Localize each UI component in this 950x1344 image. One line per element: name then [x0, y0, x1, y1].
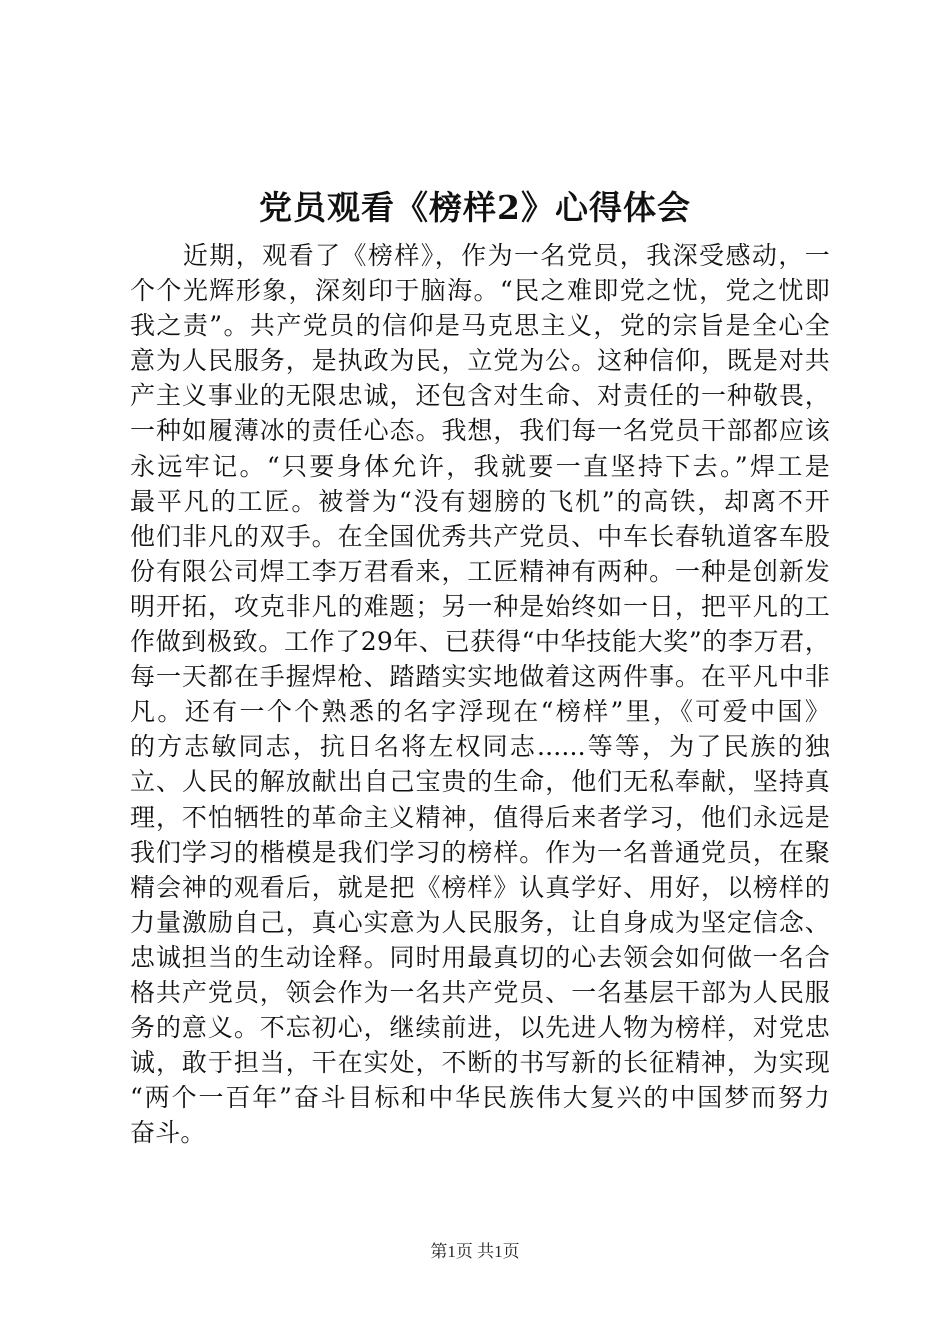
paragraph-line: 的方志敏同志，抗日名将左权同志......等等，为了民族的独: [130, 732, 830, 762]
paragraph-line: 忠诚担当的生动诠释。同时用最真切的心去领会如何做一名合: [130, 942, 830, 972]
paragraph-line: 格共产党员，领会作为一名共产党员、一名基层干部为人民服: [130, 977, 830, 1007]
paragraph-line: 意为人民服务，是执政为民，立党为公。这种信仰，既是对共: [130, 346, 830, 376]
paragraph-line: 诚，敢于担当，干在实处，不断的书写新的长征精神，为实现: [130, 1048, 830, 1078]
paragraph-line: 精会神的观看后，就是把《榜样》认真学好、用好，以榜样的: [130, 872, 830, 902]
document-title: 党员观看《榜样2》心得体会: [259, 188, 691, 227]
paragraph-line: 理，不怕牺牲的革命主义精神，值得后来者学习，他们永远是: [130, 802, 830, 832]
paragraph-line: 每一天都在手握焊枪、踏踏实实地做着这两件事。在平凡中非: [130, 662, 830, 692]
paragraph-line: 一种如履薄冰的责任心态。我想，我们每一名党员干部都应该: [130, 416, 830, 446]
paragraph-line: 立、人民的解放献出自己宝贵的生命，他们无私奉献，坚持真: [130, 767, 830, 797]
paragraph-line: 凡。还有一个个熟悉的名字浮现在“榜样”里，《可爱中国》: [130, 697, 830, 727]
paragraph-line: 产主义事业的无限忠诚，还包含对生命、对责任的一种敬畏，: [130, 381, 830, 411]
paragraph-line: 我们学习的楷模是我们学习的榜样。作为一名普通党员，在聚: [130, 837, 830, 867]
paragraph-line: “两个一百年”奋斗目标和中华民族伟大复兴的中国梦而努力: [130, 1083, 830, 1113]
paragraph-line: 力量激励自己，真心实意为人民服务，让自身成为坚定信念、: [130, 907, 830, 937]
paragraph-line: 个个光辉形象，深刻印于脑海。“民之难即党之忧，党之忧即: [130, 276, 830, 306]
paragraph-line: 近期，观看了《榜样》，作为一名党员，我深受感动，一: [130, 241, 830, 270]
paragraph-line: 他们非凡的双手。在全国优秀共产党员、中车长春轨道客车股: [130, 521, 830, 551]
paragraph-line: 永远牢记。“只要身体允许，我就要一直坚持下去。”焊工是: [130, 451, 830, 481]
paragraph-line: 务的意义。不忘初心，继续前进，以先进人物为榜样，对党忠: [130, 1013, 830, 1043]
paragraph-line: 奋斗。: [130, 1118, 206, 1148]
paragraph-line: 份有限公司焊工李万君看来，工匠精神有两种。一种是创新发: [130, 556, 830, 586]
page-number-footer: 第1页 共1页: [430, 1242, 520, 1261]
paragraph-line: 最平凡的工匠。被誉为“没有翅膀的飞机”的高铁，却离不开: [130, 486, 830, 516]
paragraph-line: 我之责”。共产党员的信仰是马克思主义，党的宗旨是全心全: [130, 311, 830, 341]
paragraph-line: 明开拓，攻克非凡的难题；另一种是始终如一日，把平凡的工: [130, 591, 830, 621]
body-paragraph: [130, 238, 830, 1150]
paragraph-line: 作做到极致。工作了29年、已获得“中华技能大奖”的李万君，: [130, 627, 830, 657]
